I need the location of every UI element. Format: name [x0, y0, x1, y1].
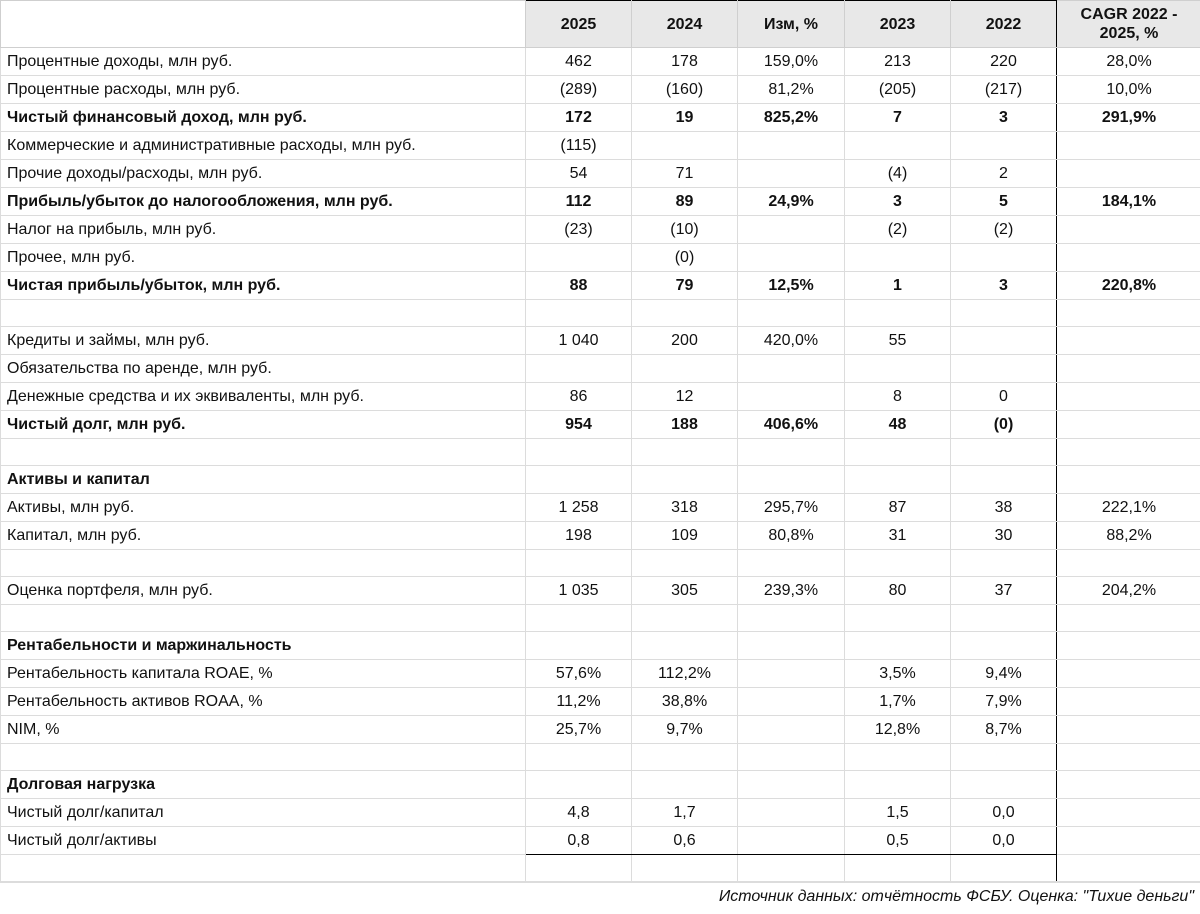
- cell-col-1: 12: [632, 383, 738, 411]
- cell-col-4: 220: [951, 48, 1057, 76]
- cell-col-5: [1057, 550, 1200, 577]
- cell-col-4: (2): [951, 216, 1057, 244]
- cell-col-4: 38: [951, 494, 1057, 522]
- cell-col-2: [738, 216, 845, 244]
- cell-col-0: [526, 244, 632, 272]
- cell-col-3: [845, 300, 951, 327]
- cell-col-3: 213: [845, 48, 951, 76]
- table-row: [1, 355, 1200, 383]
- cell-col-3: [845, 244, 951, 272]
- cell-col-0: [526, 771, 632, 799]
- cell-col-3: (2): [845, 216, 951, 244]
- cell-col-4: (217): [951, 76, 1057, 104]
- cell-col-0: 462: [526, 48, 632, 76]
- cell-col-1: [632, 855, 738, 882]
- cell-col-4: [951, 132, 1057, 160]
- cell-col-5: 291,9%: [1057, 104, 1200, 132]
- cell-col-3: [845, 355, 951, 383]
- row-label: Оценка портфеля, млн руб.: [1, 577, 526, 605]
- cell-col-0: (115): [526, 132, 632, 160]
- cell-col-0: (23): [526, 216, 632, 244]
- cell-col-0: [526, 439, 632, 466]
- cell-col-4: [951, 855, 1057, 882]
- cell-col-1: 71: [632, 160, 738, 188]
- cell-col-3: 1,7%: [845, 688, 951, 716]
- header-2024: 2024: [632, 1, 738, 48]
- cell-col-5: [1057, 688, 1200, 716]
- cell-col-1: 9,7%: [632, 716, 738, 744]
- cell-col-5: [1057, 716, 1200, 744]
- cell-col-4: 5: [951, 188, 1057, 216]
- cell-col-1: [632, 132, 738, 160]
- row-label: Долговая нагрузка: [1, 771, 526, 799]
- cell-col-3: (4): [845, 160, 951, 188]
- footer: [0, 882, 1200, 913]
- row-label: Чистый финансовый доход, млн руб.: [1, 104, 526, 132]
- table-row: [1, 660, 1200, 688]
- cell-col-1: 112,2%: [632, 660, 738, 688]
- cell-col-5: [1057, 411, 1200, 439]
- cell-col-3: [845, 605, 951, 632]
- cell-col-2: [738, 300, 845, 327]
- cell-col-2: [738, 439, 845, 466]
- cell-col-5: [1057, 160, 1200, 188]
- row-label: Прочие доходы/расходы, млн руб.: [1, 160, 526, 188]
- table-row: [1, 577, 1200, 605]
- row-label: Обязательства по аренде, млн руб.: [1, 355, 526, 383]
- cell-col-4: [951, 605, 1057, 632]
- cell-col-2: [738, 550, 845, 577]
- cell-col-0: 112: [526, 188, 632, 216]
- cell-col-3: 0,5: [845, 827, 951, 855]
- table-row: [1, 522, 1200, 550]
- cell-col-4: 8,7%: [951, 716, 1057, 744]
- cell-col-3: 48: [845, 411, 951, 439]
- cell-col-5: 220,8%: [1057, 272, 1200, 300]
- table-row: [1, 104, 1200, 132]
- cell-col-1: 38,8%: [632, 688, 738, 716]
- row-label: Чистый долг/капитал: [1, 799, 526, 827]
- cell-col-2: [738, 355, 845, 383]
- cell-col-5: [1057, 355, 1200, 383]
- header-cagr: CAGR 2022 - 2025, %: [1057, 1, 1200, 48]
- cell-col-3: 7: [845, 104, 951, 132]
- cell-col-1: [632, 744, 738, 771]
- cell-col-3: 1,5: [845, 799, 951, 827]
- cell-col-2: [738, 160, 845, 188]
- cell-col-4: [951, 550, 1057, 577]
- cell-col-5: 184,1%: [1057, 188, 1200, 216]
- cell-col-2: [738, 744, 845, 771]
- cell-col-1: 188: [632, 411, 738, 439]
- cell-col-4: 30: [951, 522, 1057, 550]
- cell-col-4: (0): [951, 411, 1057, 439]
- cell-col-5: [1057, 383, 1200, 411]
- cell-col-5: 222,1%: [1057, 494, 1200, 522]
- table-row: [1, 327, 1200, 355]
- cell-col-1: (160): [632, 76, 738, 104]
- cell-col-1: [632, 355, 738, 383]
- cell-col-3: 8: [845, 383, 951, 411]
- cell-col-2: [738, 827, 845, 855]
- cell-col-3: 1: [845, 272, 951, 300]
- cell-col-2: [738, 244, 845, 272]
- cell-col-1: 109: [632, 522, 738, 550]
- cell-col-0: [526, 466, 632, 494]
- cell-col-2: [738, 855, 845, 882]
- row-label: Активы и капитал: [1, 466, 526, 494]
- cell-col-3: [845, 550, 951, 577]
- table-row: [1, 132, 1200, 160]
- cell-col-4: [951, 744, 1057, 771]
- cell-col-1: [632, 771, 738, 799]
- cell-col-2: [738, 383, 845, 411]
- cell-col-2: 406,6%: [738, 411, 845, 439]
- cell-col-4: 7,9%: [951, 688, 1057, 716]
- corner-cell: [1, 1, 526, 48]
- cell-col-4: [951, 632, 1057, 660]
- row-label: Активы, млн руб.: [1, 494, 526, 522]
- cell-col-5: [1057, 605, 1200, 632]
- cell-col-4: 3: [951, 104, 1057, 132]
- cell-col-3: [845, 466, 951, 494]
- cell-col-0: 198: [526, 522, 632, 550]
- cell-col-4: 0,0: [951, 827, 1057, 855]
- row-label: Прибыль/убыток до налогообложения, млн руб.: [1, 188, 526, 216]
- cell-col-2: 239,3%: [738, 577, 845, 605]
- cell-col-5: [1057, 799, 1200, 827]
- cell-col-2: [738, 799, 845, 827]
- source-note: Источник данных: отчётность ФСБУ. Оценка: "Тихие деньги": [718, 888, 1194, 905]
- cell-col-3: 87: [845, 494, 951, 522]
- cell-col-5: [1057, 827, 1200, 855]
- row-label: Капитал, млн руб.: [1, 522, 526, 550]
- cell-col-3: 31: [845, 522, 951, 550]
- cell-col-5: [1057, 439, 1200, 466]
- cell-col-0: 1 258: [526, 494, 632, 522]
- cell-col-1: (10): [632, 216, 738, 244]
- cell-col-0: 88: [526, 272, 632, 300]
- cell-col-2: [738, 466, 845, 494]
- row-label: Процентные доходы, млн руб.: [1, 48, 526, 76]
- cell-col-0: 954: [526, 411, 632, 439]
- cell-col-3: 12,8%: [845, 716, 951, 744]
- cell-col-4: 2: [951, 160, 1057, 188]
- cell-col-4: [951, 771, 1057, 799]
- cell-col-0: [526, 632, 632, 660]
- cell-col-0: 1 035: [526, 577, 632, 605]
- table-row: [1, 411, 1200, 439]
- cell-col-0: 57,6%: [526, 660, 632, 688]
- cell-col-5: [1057, 216, 1200, 244]
- cell-col-5: [1057, 132, 1200, 160]
- table-row: [1, 439, 1200, 466]
- header-change: Изм, %: [738, 1, 845, 48]
- row-label: [1, 744, 526, 771]
- cell-col-2: 159,0%: [738, 48, 845, 76]
- table-row: [1, 716, 1200, 744]
- cell-col-0: [526, 744, 632, 771]
- cell-col-3: 3,5%: [845, 660, 951, 688]
- cell-col-0: [526, 300, 632, 327]
- row-label: Коммерческие и административные расходы, млн руб.: [1, 132, 526, 160]
- row-label: [1, 439, 526, 466]
- cell-col-5: 204,2%: [1057, 577, 1200, 605]
- table-row: [1, 771, 1200, 799]
- cell-col-5: [1057, 466, 1200, 494]
- cell-col-2: [738, 632, 845, 660]
- cell-col-4: [951, 300, 1057, 327]
- cell-col-0: 11,2%: [526, 688, 632, 716]
- cell-col-2: 825,2%: [738, 104, 845, 132]
- cell-col-0: [526, 605, 632, 632]
- table-row: [1, 799, 1200, 827]
- cell-col-0: [526, 355, 632, 383]
- table-row: [1, 827, 1200, 855]
- table-row: [1, 300, 1200, 327]
- cell-col-1: 178: [632, 48, 738, 76]
- cell-col-5: [1057, 244, 1200, 272]
- table-row: [1, 744, 1200, 771]
- cell-col-5: [1057, 855, 1200, 882]
- cell-col-1: 79: [632, 272, 738, 300]
- cell-col-3: [845, 855, 951, 882]
- row-label: NIM, %: [1, 716, 526, 744]
- cell-col-0: [526, 550, 632, 577]
- cell-col-5: [1057, 632, 1200, 660]
- cell-col-0: 25,7%: [526, 716, 632, 744]
- cell-col-4: [951, 466, 1057, 494]
- table-row: [1, 244, 1200, 272]
- cell-col-5: 10,0%: [1057, 76, 1200, 104]
- cell-col-1: [632, 439, 738, 466]
- row-label: Денежные средства и их эквиваленты, млн руб.: [1, 383, 526, 411]
- row-label: Рентабельность активов ROAA, %: [1, 688, 526, 716]
- cell-col-2: [738, 660, 845, 688]
- cell-col-0: 1 040: [526, 327, 632, 355]
- header-2023: 2023: [845, 1, 951, 48]
- cell-col-3: 55: [845, 327, 951, 355]
- cell-col-3: [845, 771, 951, 799]
- table-row: [1, 160, 1200, 188]
- cell-col-2: [738, 132, 845, 160]
- row-label: Чистая прибыль/убыток, млн руб.: [1, 272, 526, 300]
- cell-col-1: 318: [632, 494, 738, 522]
- cell-col-0: [526, 855, 632, 882]
- cell-col-5: [1057, 300, 1200, 327]
- cell-col-2: 81,2%: [738, 76, 845, 104]
- cell-col-2: [738, 688, 845, 716]
- cell-col-2: [738, 716, 845, 744]
- cell-col-3: [845, 439, 951, 466]
- table-row: [1, 632, 1200, 660]
- header-2025: 2025: [526, 1, 632, 48]
- table-row: [1, 855, 1200, 882]
- table-row: [1, 48, 1200, 76]
- cell-col-2: [738, 771, 845, 799]
- cell-col-3: 3: [845, 188, 951, 216]
- row-label: Рентабельности и маржинальность: [1, 632, 526, 660]
- row-label: [1, 605, 526, 632]
- cell-col-4: [951, 244, 1057, 272]
- row-label: [1, 855, 526, 882]
- cell-col-1: [632, 466, 738, 494]
- cell-col-1: 89: [632, 188, 738, 216]
- cell-col-0: 172: [526, 104, 632, 132]
- header-row: [1, 1, 1200, 48]
- row-label: [1, 550, 526, 577]
- table-row: [1, 383, 1200, 411]
- cell-col-1: [632, 605, 738, 632]
- row-label: Чистый долг, млн руб.: [1, 411, 526, 439]
- row-label: Процентные расходы, млн руб.: [1, 76, 526, 104]
- cell-col-1: [632, 632, 738, 660]
- row-label: Прочее, млн руб.: [1, 244, 526, 272]
- cell-col-2: 295,7%: [738, 494, 845, 522]
- cell-col-1: (0): [632, 244, 738, 272]
- cell-col-0: 86: [526, 383, 632, 411]
- cell-col-0: 0,8: [526, 827, 632, 855]
- row-label: Налог на прибыль, млн руб.: [1, 216, 526, 244]
- row-label: Рентабельность капитала ROAE, %: [1, 660, 526, 688]
- cell-col-4: [951, 327, 1057, 355]
- cell-col-5: [1057, 660, 1200, 688]
- table-row: [1, 494, 1200, 522]
- table-row: [1, 605, 1200, 632]
- cell-col-3: 80: [845, 577, 951, 605]
- table-row: [1, 188, 1200, 216]
- cell-col-3: [845, 132, 951, 160]
- cell-col-0: 54: [526, 160, 632, 188]
- cell-col-5: 28,0%: [1057, 48, 1200, 76]
- cell-col-2: [738, 605, 845, 632]
- header-2022: 2022: [951, 1, 1057, 48]
- cell-col-2: 420,0%: [738, 327, 845, 355]
- table-row: [1, 466, 1200, 494]
- cell-col-5: [1057, 744, 1200, 771]
- cell-col-4: 37: [951, 577, 1057, 605]
- row-label: Кредиты и займы, млн руб.: [1, 327, 526, 355]
- cell-col-5: 88,2%: [1057, 522, 1200, 550]
- table-row: [1, 688, 1200, 716]
- table-row: [1, 76, 1200, 104]
- cell-col-4: 3: [951, 272, 1057, 300]
- cell-col-2: 24,9%: [738, 188, 845, 216]
- cell-col-3: (205): [845, 76, 951, 104]
- cell-col-4: 0: [951, 383, 1057, 411]
- cell-col-3: [845, 744, 951, 771]
- cell-col-0: (289): [526, 76, 632, 104]
- cell-col-1: 305: [632, 577, 738, 605]
- cell-col-4: 9,4%: [951, 660, 1057, 688]
- cell-col-1: 19: [632, 104, 738, 132]
- cell-col-2: 12,5%: [738, 272, 845, 300]
- table-row: [1, 216, 1200, 244]
- cell-col-3: [845, 632, 951, 660]
- cell-col-0: 4,8: [526, 799, 632, 827]
- cell-col-5: [1057, 771, 1200, 799]
- cell-col-1: 0,6: [632, 827, 738, 855]
- cell-col-4: 0,0: [951, 799, 1057, 827]
- cell-col-1: 1,7: [632, 799, 738, 827]
- cell-col-1: 200: [632, 327, 738, 355]
- cell-col-4: [951, 439, 1057, 466]
- row-label: [1, 300, 526, 327]
- cell-col-2: 80,8%: [738, 522, 845, 550]
- cell-col-5: [1057, 327, 1200, 355]
- cell-col-1: [632, 550, 738, 577]
- row-label: Чистый долг/активы: [1, 827, 526, 855]
- table-row: [1, 550, 1200, 577]
- cell-col-1: [632, 300, 738, 327]
- cell-col-4: [951, 355, 1057, 383]
- table-row: [1, 272, 1200, 300]
